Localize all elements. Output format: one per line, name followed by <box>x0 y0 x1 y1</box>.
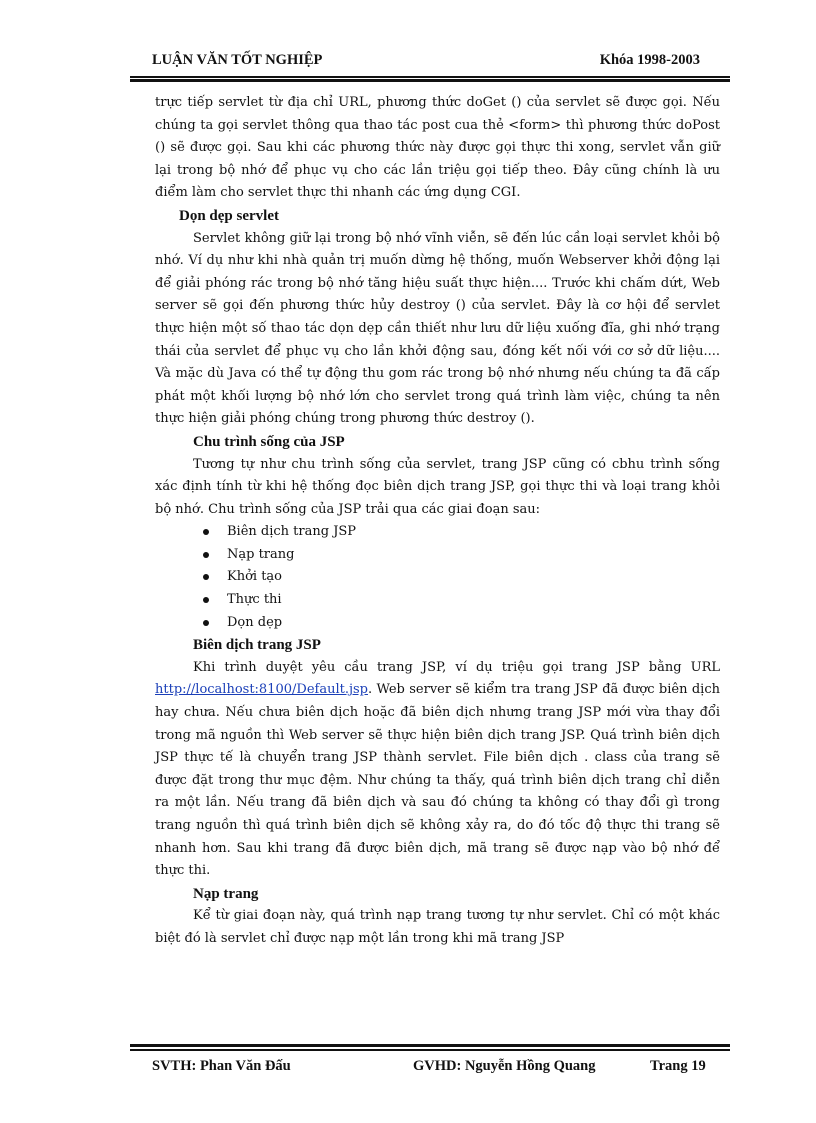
list-item: Dọn dẹp <box>155 612 720 635</box>
header-rule-thin <box>130 76 730 78</box>
list-item: Khởi tạo <box>155 566 720 589</box>
list-item: Thực thi <box>155 589 720 612</box>
footer-rule-thick <box>130 1044 730 1047</box>
paragraph-servlet-cleanup: Servlet không giữ lại trong bộ nhớ vĩnh viễn, sẽ đến lúc cần loại servlet khỏi bộ nhớ. Ví dụ như khi nhà quản trị muốn dừng hệ thống, muốn Webserver khởi động lại để giải phóng rác trong bộ nhớ tăng hiệu suất thực hiện.... Trước khi chấm dứt, Web server sẽ gọi đến phương thức hủy destroy () của servlet. Đây là cơ hội để servlet thực hiện một số thao tác dọn dẹp cần thiết như lưu dữ liệu xuống đĩa, ghi nhớ trạng thái của servlet để phục vụ cho lần khởi động sau, đóng kết nối với cơ sở dữ liệu.... Và mặc dù Java có thể tự động thu gom rác trong bộ nhớ nhưng nếu chúng ta đã cấp phát một khối lượng bộ nhớ lớn cho servlet trong quá trình làm việc, chúng ta nên thực hiện giải phóng chúng trong phương thức destroy (). <box>155 230 720 427</box>
heading-page-load: Nạp trang <box>193 885 259 902</box>
bullet-icon <box>203 574 209 580</box>
list-item: Biên dịch trang JSP <box>155 521 720 544</box>
header-rule-thick <box>130 79 730 82</box>
paragraph-jsp-compile: Khi trình duyệt yêu cầu trang JSP, ví dụ triệu gọi trang JSP bằng URL http://localhost:8100/Default.jsp. Web server sẽ kiểm tra trang JSP đã được biên dịch hay chưa. Nếu chưa biên dịch hoặc đã biên dịch nhưng trang JSP mới vừa thay đổi trong mã nguồn thì Web server sẽ thực hiện biên dịch trang JSP. Quá trình biên dịch JSP thực tế là chuyển trang JSP thành servlet. File biên dịch . class của trang sẽ được đặt trong thư mục đệm. Như chúng ta thấy, quá trình biên dịch trang chỉ diễn ra một lần. Nếu trang đã biên dịch và sau đó chúng ta không có thay đổi gì trong trang nguồn thì quá trình biên dịch sẽ không xảy ra, do đó tốc độ thực thi trang sẽ nhanh hơn. Sau khi trang đã được biên dịch, mã trang sẽ được nạp vào bộ nhớ để thực thi. <box>155 659 720 879</box>
bullet-icon <box>203 552 209 558</box>
bullet-icon <box>203 597 209 603</box>
page-header <box>130 50 722 74</box>
footer-rule-thin <box>130 1049 730 1051</box>
paragraph-page-load: Kể từ giai đoạn này, quá trình nạp trang tương tự như servlet. Chỉ có một khác biệt đó là servlet chỉ được nạp một lần trong khi mã trang JSP <box>155 908 720 946</box>
heading-jsp-compile: Biên dịch trang JSP <box>193 637 321 654</box>
bullet-icon <box>203 529 209 535</box>
page-body <box>155 92 720 951</box>
paragraph-jsp-lifecycle: Tương tự như chu trình sống của servlet, trang JSP cũng có cbhu trình sống xác định tính từ khi hệ thống đọc biên dịch trang JSP, gọi thực thi và loại trang khỏi bộ nhớ. Chu trình sống của JSP trải qua các giai đoạn sau: <box>155 456 720 517</box>
lifecycle-stage-list <box>155 521 720 634</box>
header-thesis-title: LUẬN VĂN TỐT NGHIỆP <box>152 52 323 68</box>
page-footer <box>130 1056 730 1080</box>
header-course-years: Khóa 1998-2003 <box>599 52 700 68</box>
heading-jsp-lifecycle: Chu trình sống của JSP <box>193 433 345 450</box>
paragraph-doget-dopost: trực tiếp servlet từ địa chỉ URL, phương thức doGet () của servlet sẽ được gọi. Nếu chúng ta gọi servlet thông qua thao tác post cua thẻ <form> thì phương thức doPost () sẽ được gọi. Sau khi các phương thức này được gọi thực thi xong, servlet vẫn giữ lại trong bộ nhớ để phục vụ cho các lần triệu gọi tiếp theo. Đây cũng chính là ưu điểm làm cho servlet thực thi nhanh các ứng dụng CGI. <box>155 95 720 201</box>
footer-advisor: GVHD: Nguyễn Hồng Quang <box>413 1058 596 1074</box>
heading-servlet-cleanup: Dọn dẹp servlet <box>179 207 279 224</box>
bullet-icon <box>203 620 209 626</box>
page-number: Trang 19 <box>650 1058 706 1074</box>
footer-student: SVTH: Phan Văn Đấu <box>152 1058 291 1074</box>
localhost-url-link[interactable]: http://localhost:8100/Default.jsp <box>155 682 368 698</box>
list-item: Nạp trang <box>155 544 720 567</box>
